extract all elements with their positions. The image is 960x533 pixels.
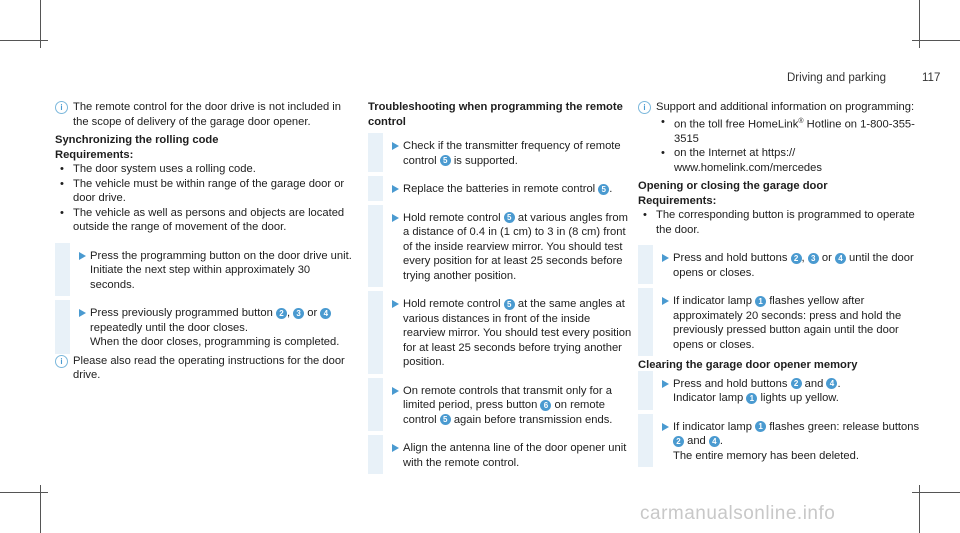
button-5-badge: 5 [440, 155, 451, 166]
step-text: Initiate the next step within approximately 30 seconds. [90, 264, 311, 291]
crop-mark [0, 40, 48, 41]
arrow-icon [662, 423, 669, 431]
arrow-icon [392, 214, 399, 222]
step-bar [638, 371, 653, 410]
note-text: The remote control for the door drive is not included in the scope of delivery of the garage door opener. [73, 101, 342, 128]
step [55, 306, 355, 350]
button-4-badge: 4 [320, 308, 331, 319]
step: On remote controls that transmit only for a limited period, press button 6 on remote control 5 again before transmission ends. [368, 384, 633, 428]
section-header: Driving and parking [787, 72, 887, 84]
list-item: • The corresponding button is programmed to operate the door. [638, 208, 923, 237]
button-4-badge: 4 [835, 253, 846, 264]
step: Hold remote control 5 at various angles from a distance of 0.4 in (1 cm) to 3 in (8 cm) front of the inside rearview mirror. You should test every position for at least 25 seconds before trying another position. [368, 211, 633, 284]
step-bar [638, 288, 653, 356]
arrow-icon [392, 142, 399, 150]
step: If indicator lamp 1 flashes green: release buttons 2 and 4 . The entire memory has been deleted. [638, 420, 923, 464]
button-5-badge: 5 [504, 299, 515, 310]
step-bar [368, 205, 383, 288]
button-4-badge: 4 [709, 436, 720, 447]
arrow-icon [79, 309, 86, 317]
step: Align the antenna line of the door opener unit with the remote control. [368, 441, 633, 470]
step-bar [638, 245, 653, 284]
crop-mark [912, 492, 960, 493]
button-5-badge: 5 [598, 184, 609, 195]
button-2-badge: 2 [276, 308, 287, 319]
column-3 [638, 100, 923, 463]
arrow-icon [392, 185, 399, 193]
lamp-1-badge: 1 [755, 421, 766, 432]
crop-mark [0, 492, 48, 493]
arrow-icon [662, 254, 669, 262]
button-5-badge: 5 [504, 212, 515, 223]
step: Check if the transmitter frequency of remote control 5 is supported. [368, 139, 633, 168]
section-heading: Synchronizing the rolling code [55, 134, 219, 146]
info-icon: i [55, 101, 68, 114]
list-item: • The vehicle as well as persons and objects are located outside the range of movement of the door. [55, 206, 355, 235]
button-2-badge: 2 [791, 253, 802, 264]
list-item: • on the Internet at https:// www.homelink.com/mercedes [656, 146, 923, 175]
watermark: carmanualsonline.info [640, 503, 836, 524]
page-number: 117 [922, 72, 941, 84]
arrow-icon [79, 252, 86, 260]
button-4-badge: 4 [826, 378, 837, 389]
step-bar [368, 291, 383, 374]
section-heading: Clearing the garage door opener memory [638, 359, 858, 372]
step-bar [55, 243, 70, 297]
button-6-badge: 6 [540, 400, 551, 411]
info-icon: i [638, 101, 651, 114]
note-text: Support and additional information on programming: [656, 101, 915, 113]
step: Press and hold buttons 2 , 3 or 4 until the door opens or closes. [638, 251, 923, 280]
button-2-badge: 2 [673, 436, 684, 447]
section-heading: Opening or closing the garage door [638, 180, 828, 193]
column-2 [368, 100, 633, 470]
arrow-icon [662, 297, 669, 305]
button-5-badge: 5 [440, 414, 451, 425]
step-text: When the door closes, programming is completed. [90, 336, 340, 348]
step: Replace the batteries in remote control 5 . [368, 182, 633, 197]
step-bar [368, 435, 383, 474]
info-note [638, 100, 923, 115]
list-item: • The door system uses a rolling code. [55, 162, 355, 177]
step-bar [368, 378, 383, 432]
lamp-1-badge: 1 [746, 393, 757, 404]
crop-mark [912, 40, 960, 41]
info-note [55, 354, 355, 383]
button-2-badge: 2 [791, 378, 802, 389]
step: If indicator lamp 1 flashes yellow after approximately 20 seconds: press and hold the previously pressed button again until the door opens or closes. [638, 294, 923, 352]
step-bar [368, 133, 383, 172]
arrow-icon [662, 380, 669, 388]
step-text: Press previously programmed button 2 , 3 or 4 repeatedly until the door closes. [90, 306, 355, 335]
button-3-badge: 3 [808, 253, 819, 264]
list-item: • The vehicle must be within range of the garage door or door drive. [55, 177, 355, 206]
requirements-label: Requirements: [55, 148, 134, 161]
step-text: Press the programming button on the door drive unit. [90, 249, 352, 262]
note-text: Please also read the operating instructions for the door drive. [73, 354, 345, 381]
section-heading: Troubleshooting when programming the remote control [368, 101, 623, 128]
arrow-icon [392, 444, 399, 452]
requirements-label: Requirements: [638, 194, 717, 207]
lamp-1-badge: 1 [755, 296, 766, 307]
step-bar [368, 176, 383, 201]
step-bar [55, 300, 70, 354]
arrow-icon [392, 387, 399, 395]
column-1 [55, 100, 355, 383]
step: Hold remote control 5 at the same angles at various distances in front of the inside rearview mirror. You should test every position for at least 25 seconds before trying another position. [368, 297, 633, 370]
step: Press and hold buttons 2 and 4 . Indicator lamp 1 lights up yellow. [638, 377, 923, 406]
step-bar [638, 414, 653, 468]
button-3-badge: 3 [293, 308, 304, 319]
list-item: • on the toll free HomeLink® Hotline on 1-800-355-3515 [656, 115, 923, 147]
arrow-icon [392, 300, 399, 308]
step [55, 249, 355, 293]
info-note [55, 100, 355, 129]
info-icon: i [55, 355, 68, 368]
